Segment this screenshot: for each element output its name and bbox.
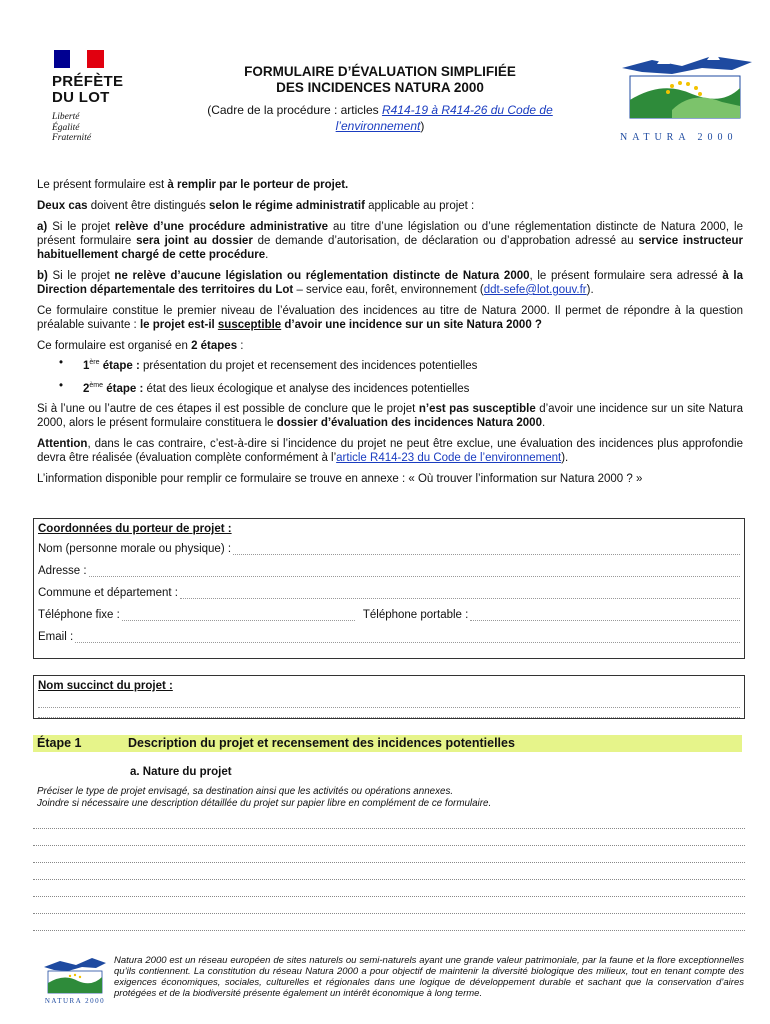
devise-fraternite: Fraternité bbox=[52, 133, 92, 143]
email-label: Email : bbox=[38, 631, 74, 643]
adresse-label: Adresse : bbox=[38, 565, 87, 577]
tel-portable-field[interactable] bbox=[470, 609, 740, 621]
etape-1-number: Étape 1 bbox=[37, 736, 82, 750]
introduction bbox=[37, 178, 743, 493]
etape-1-header bbox=[33, 735, 742, 752]
telephone-row bbox=[38, 609, 740, 631]
annex-paragraph: L’information disponible pour remplir ce formulaire se trouve en annexe : « Où trouver l’information sur Natura 2000 ? » bbox=[37, 472, 643, 485]
form-title-line1: FORMULAIRE D’ÉVALUATION SIMPLIFIÉE bbox=[244, 64, 516, 79]
writing-line bbox=[33, 863, 745, 880]
natura-2000-logo bbox=[612, 50, 762, 120]
nom-row bbox=[38, 543, 740, 565]
nom-projet-field[interactable] bbox=[38, 694, 740, 708]
document-header bbox=[0, 40, 770, 160]
article-r414-23-link[interactable]: article R414-23 du Code de l’environnement bbox=[336, 451, 562, 464]
writing-line bbox=[33, 897, 745, 914]
nature-projet-field[interactable] bbox=[33, 812, 745, 931]
writing-line bbox=[33, 812, 745, 829]
title-block bbox=[180, 64, 580, 134]
case-b-paragraph: b) Si le projet ne relève d’aucune législation ou réglementation distincte de Natura 2000, le présent formulaire sera adressé à la Direction départementale des territoires du Lot – service eau, forêt, environnement (ddt-sefe@lot.gouv.fr). bbox=[37, 270, 743, 296]
writing-line bbox=[33, 829, 745, 846]
commune-field[interactable] bbox=[180, 587, 740, 599]
marianne-flag-icon bbox=[54, 50, 104, 68]
coordinates-title: Coordonnées du porteur de projet : bbox=[38, 523, 232, 535]
natura-2000-small-logo bbox=[42, 955, 108, 1005]
form-title-line2: DES INCIDENCES NATURA 2000 bbox=[276, 80, 484, 95]
nature-projet-instructions bbox=[37, 786, 742, 810]
tel-fixe-label: Téléphone fixe : bbox=[38, 609, 120, 621]
prefecture-name-line1: PRÉFÈTE bbox=[52, 73, 124, 90]
etape-1-title: Description du projet et recensement des incidences potentielles bbox=[128, 736, 515, 750]
attention-paragraph: Attention, dans le cas contraire, c’est-à-dire si l’incidence du projet ne peut être exclue, une évaluation des incidences plus approfondie devra être réalisée (évaluation complète conformément à l’article R414-23 du Code de l’environnement). bbox=[37, 437, 743, 464]
instruction-line-2: Joindre si nécessaire une description détaillée du projet sur papier libre en complément de ce formulaire. bbox=[37, 798, 492, 809]
subtitle-prefix: (Cadre de la procédure : articles bbox=[207, 103, 382, 117]
instruction-line-1: Préciser le type de projet envisagé, sa destination ainsi que les activités ou opérations annexes. bbox=[37, 786, 454, 797]
nom-projet-box bbox=[33, 675, 745, 719]
case-a-paragraph: a) Si le projet relève d’une procédure administrative au titre d’une législation ou d’une réglementation distincte de Natura 2000, le présent formulaire sera joint au dossier de demande d’autorisation, de déclaration ou d’approbation adressé au service instructeur habituellement chargé de cette procédure. bbox=[37, 221, 743, 261]
intro-paragraph-3: Ce formulaire constitue le premier niveau de l’évaluation des incidences au titre de Natura 2000. Il permet de répondre à la question préalable suivante : le projet est-il susceptible d’avoir une incidence sur un site Natura 2000 ? bbox=[37, 305, 743, 331]
adresse-row bbox=[38, 565, 740, 587]
subtitle-suffix: ) bbox=[420, 119, 425, 133]
devise-egalite: Égalité bbox=[52, 122, 80, 133]
nom-projet-field-2[interactable] bbox=[38, 708, 740, 718]
email-field[interactable] bbox=[75, 631, 740, 643]
code-environnement-link[interactable]: R414-19 à R414-26 du Code de l’environnement bbox=[335, 103, 553, 133]
writing-line bbox=[33, 914, 745, 931]
nature-projet-heading: a. Nature du projet bbox=[130, 766, 232, 778]
nom-field[interactable] bbox=[233, 543, 740, 555]
intro-paragraph-1: Le présent formulaire est à remplir par le porteur de projet. bbox=[37, 179, 349, 191]
intro-paragraph-4: Ce formulaire est organisé en 2 étapes : bbox=[37, 340, 244, 352]
commune-row bbox=[38, 587, 740, 609]
tel-fixe-field[interactable] bbox=[122, 609, 355, 621]
prefecture-logo bbox=[52, 50, 142, 144]
writing-line bbox=[33, 880, 745, 897]
devise bbox=[52, 112, 142, 144]
porteur-coordinates-box bbox=[33, 518, 745, 659]
writing-line bbox=[33, 846, 745, 863]
prefecture-name-line2: DU LOT bbox=[52, 89, 110, 106]
nom-projet-title: Nom succinct du projet : bbox=[38, 680, 173, 692]
natura-footer-text: Natura 2000 est un réseau européen de sites naturels ou semi-naturels ayant une grande valeur patrimoniale, par la faune et la flore exceptionnelles qu’ils contiennent. La constitution du réseau Natura 2000 a pour objectif de maintenir la diversité biologique des milieux, tout en tenant compte des exigences économiques, sociales, culturelles et régionales dans une logique de développement durable et sachant que la conservation d’aires protégées et de la biodiversité présente également un intérêt économique à long terme. bbox=[114, 955, 744, 999]
email-row bbox=[38, 631, 740, 653]
intro-paragraph-2: Deux cas doivent être distingués selon le régime administratif applicable au projet : bbox=[37, 200, 475, 212]
adresse-field[interactable] bbox=[89, 565, 740, 577]
nom-label: Nom (personne morale ou physique) : bbox=[38, 543, 232, 555]
devise-liberte: Liberté bbox=[52, 112, 80, 122]
form-subtitle bbox=[180, 102, 580, 134]
commune-label: Commune et département : bbox=[38, 587, 178, 599]
tel-portable-label: Téléphone portable : bbox=[362, 609, 469, 621]
intro-paragraph-5: Si à l’une ou l’autre de ces étapes il est possible de conclure que le projet n’est pas susceptible d’avoir une incidence sur un site Natura 2000, alors le présent formulaire constituera le dossier d’évaluation des incidences Natura 2000. bbox=[37, 402, 743, 429]
footer-logo-caption: NATURA 2000 bbox=[44, 997, 106, 1005]
steps-list bbox=[59, 356, 743, 396]
natura-logo-caption: NATURA 2000 bbox=[620, 132, 738, 143]
natura-footer bbox=[36, 953, 746, 1013]
bullet-icon: • bbox=[59, 357, 64, 369]
list-item: • 2ème étape : état des lieux écologique et analyse des incidences potentielles bbox=[59, 379, 470, 395]
bullet-icon: • bbox=[59, 379, 64, 392]
list-item: • 1ère étape : présentation du projet et recensement des incidences potentielles bbox=[59, 357, 478, 372]
ddt-email-link[interactable]: ddt-sefe@lot.gouv.fr bbox=[483, 284, 587, 296]
